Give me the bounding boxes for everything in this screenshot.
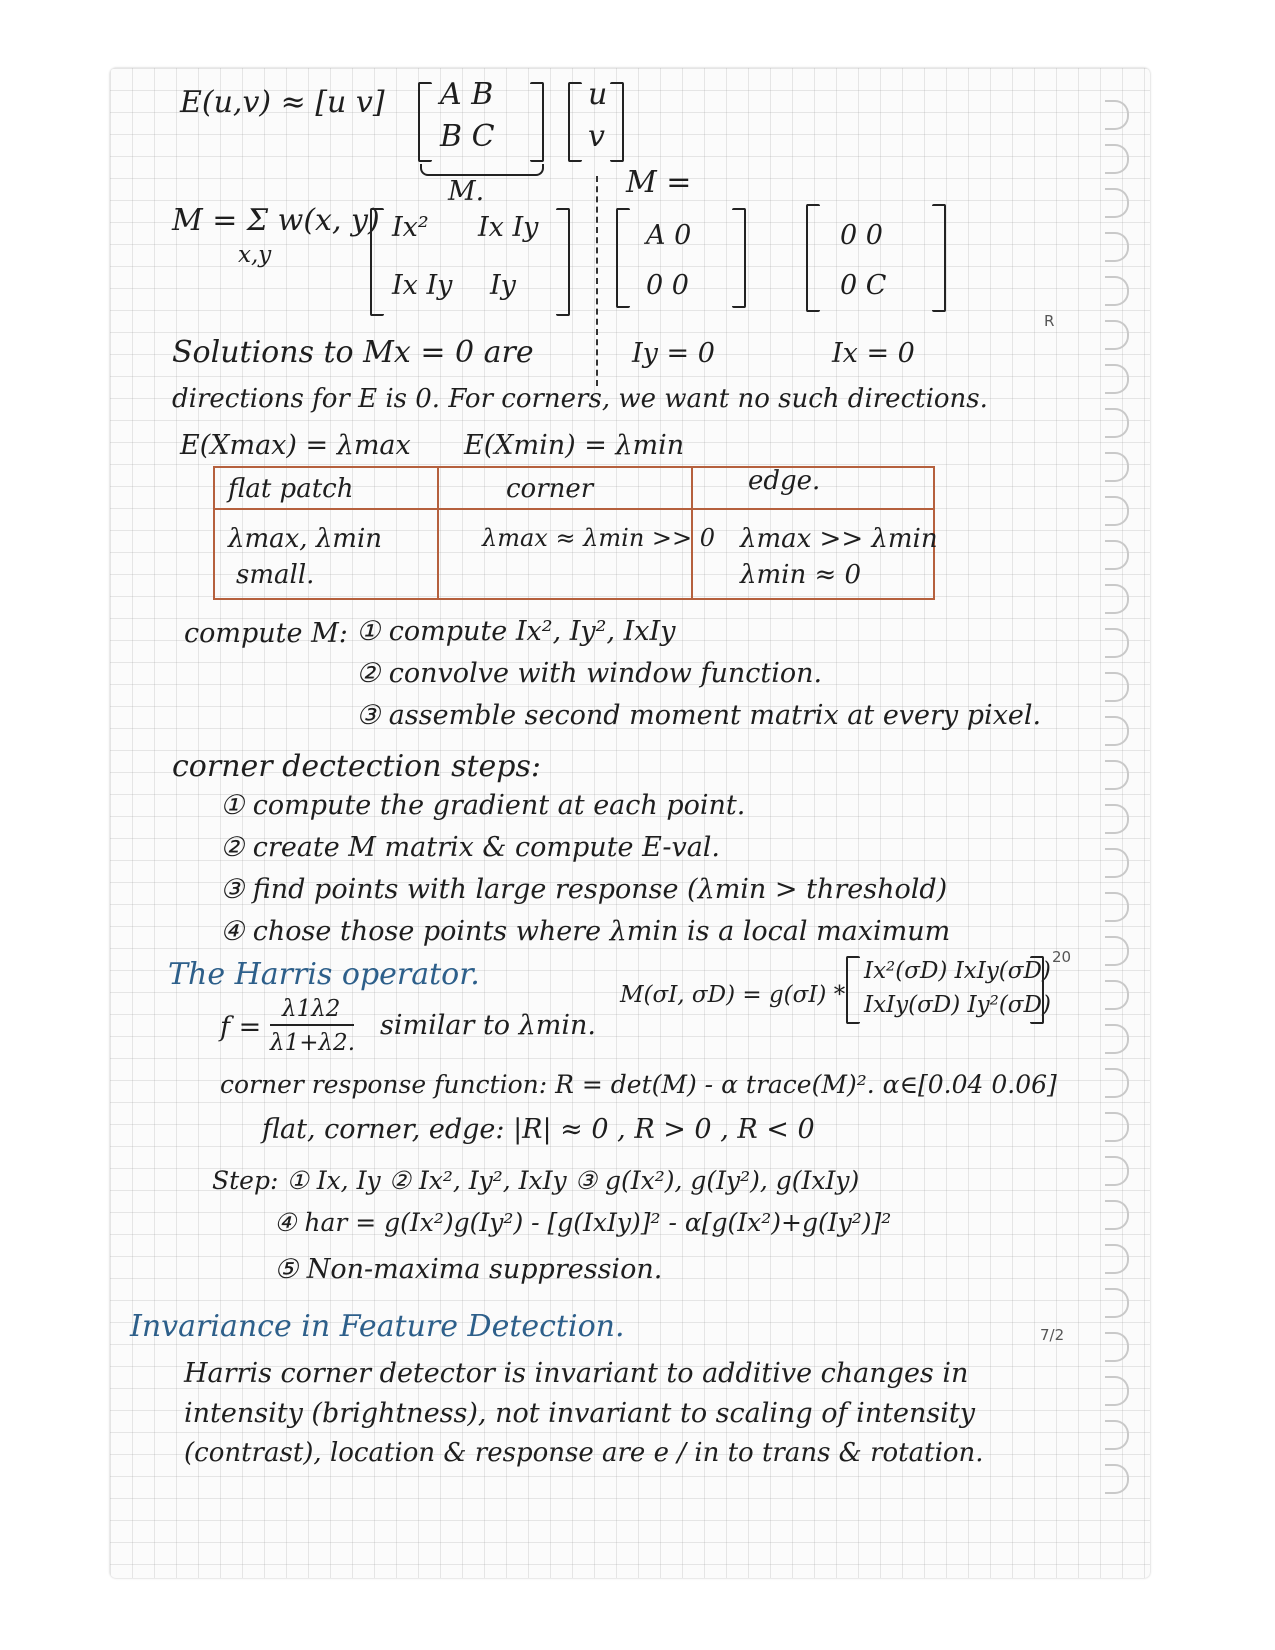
binding-ring bbox=[1105, 980, 1129, 1010]
binding-ring bbox=[1105, 1244, 1129, 1274]
margin-mark: 7/2 bbox=[1040, 1326, 1065, 1344]
binding-ring bbox=[1105, 1200, 1129, 1230]
binding-ring bbox=[1105, 804, 1129, 834]
table-header-edge: edge. bbox=[748, 466, 821, 496]
table-cell: λmax ≈ λmin >> 0 bbox=[482, 524, 716, 552]
compute-m-title: compute M: bbox=[184, 618, 348, 649]
corner-step2: ② create M matrix & compute E-val. bbox=[220, 832, 721, 863]
m-r1c1: Ix² bbox=[392, 212, 429, 243]
harris-steps-line3: ⑤ Non-maxima suppression. bbox=[274, 1254, 663, 1285]
harris-bracket-right bbox=[1030, 956, 1044, 1024]
binding-ring bbox=[1105, 100, 1129, 130]
m-r2c2: Iy bbox=[490, 270, 516, 301]
m-bracket-right bbox=[556, 208, 570, 316]
case2-bracket-left bbox=[806, 204, 820, 312]
harris-steps-line1: Step: ① Ix, Iy ② Ix², Iy², IxIy ③ g(Ix²), g(Iy²), g(IxIy) bbox=[212, 1166, 860, 1195]
invariance-line3: (contrast), location & response are e / in to trans & rotation. bbox=[184, 1438, 984, 1468]
matrix-bracket-right bbox=[530, 82, 544, 162]
harris-m-sigma: M(σI, σD) = g(σI) * bbox=[620, 982, 846, 1008]
corner-step4: ④ chose those points where λmin is a local maximum bbox=[220, 916, 951, 947]
compute-m-step1: ① compute Ix², Iy², IxIy bbox=[356, 616, 676, 647]
case2-bracket-right bbox=[932, 204, 946, 312]
table-header-flat: flat patch bbox=[228, 474, 354, 504]
binding-ring bbox=[1105, 628, 1129, 658]
margin-mark: R bbox=[1044, 312, 1055, 330]
corner-steps-title: corner dectection steps: bbox=[172, 749, 542, 784]
solutions-line: Solutions to Mx = 0 are bbox=[172, 335, 534, 370]
binding-ring bbox=[1105, 716, 1129, 746]
table-cell: λmax, λmin bbox=[228, 524, 383, 554]
m-equals-label: M = bbox=[626, 165, 692, 200]
binding-ring bbox=[1105, 848, 1129, 878]
corner-response-function: corner response function: R = det(M) - α trace(M)². α∈[0.04 0.06] bbox=[220, 1070, 1057, 1099]
dashed-divider bbox=[596, 176, 598, 386]
binding-ring bbox=[1105, 1068, 1129, 1098]
binding-ring bbox=[1105, 1464, 1129, 1494]
case1-row1: A 0 bbox=[646, 220, 692, 251]
harris-m-row1: Ix²(σD) IxIy(σD) bbox=[864, 958, 1051, 984]
harris-f-numerator: λ1λ2 bbox=[282, 996, 341, 1022]
case1-label: Iy = 0 bbox=[632, 338, 715, 369]
invariance-line1: Harris corner detector is invariant to additive changes in bbox=[184, 1358, 969, 1389]
m-r2c1: Ix Iy bbox=[392, 270, 453, 301]
binding-ring bbox=[1105, 1420, 1129, 1450]
binding-ring bbox=[1105, 1288, 1129, 1318]
m-bracket-left bbox=[370, 208, 384, 316]
spiral-binding bbox=[1105, 100, 1155, 1520]
corner-step3: ③ find points with large response (λmin > threshold) bbox=[220, 874, 948, 905]
case1-row2: 0 0 bbox=[646, 270, 689, 301]
case2-label: Ix = 0 bbox=[832, 338, 915, 369]
table-cell: λmax >> λmin bbox=[740, 524, 938, 554]
table-cell: small. bbox=[236, 560, 315, 590]
case1-bracket-right bbox=[732, 208, 746, 308]
binding-ring bbox=[1105, 320, 1129, 350]
binding-ring bbox=[1105, 496, 1129, 526]
vector-v: v bbox=[588, 119, 605, 154]
binding-ring bbox=[1105, 1024, 1129, 1054]
m-r1c2: Ix Iy bbox=[478, 212, 539, 243]
binding-ring bbox=[1105, 276, 1129, 306]
vector-bracket-right bbox=[610, 82, 624, 162]
harris-title: The Harris operator. bbox=[168, 957, 480, 992]
table-header-corner: corner bbox=[506, 474, 594, 504]
e-min-line: E(Xmin) = λmin bbox=[464, 430, 685, 461]
harris-steps-line2: ④ har = g(Ix²)g(Iy²) - [g(IxIy)]² - α[g(Ix²)+g(Iy²)]² bbox=[274, 1208, 892, 1237]
binding-ring bbox=[1105, 892, 1129, 922]
binding-ring bbox=[1105, 1112, 1129, 1142]
binding-ring bbox=[1105, 672, 1129, 702]
table-cell: λmin ≈ 0 bbox=[740, 560, 862, 590]
case2-row2: 0 C bbox=[840, 270, 887, 301]
corner-step1: ① compute the gradient at each point. bbox=[220, 790, 746, 821]
vector-bracket-left bbox=[568, 82, 582, 162]
harris-f-denominator: λ1+λ2. bbox=[270, 1030, 356, 1056]
e-max-line: E(Xmax) = λmax bbox=[180, 430, 411, 461]
directions-line: directions for E is 0. For corners, we want no such directions. bbox=[172, 384, 988, 414]
matrix-ab-row2: B C bbox=[440, 119, 495, 154]
m-sum-subscript: x,y bbox=[238, 242, 272, 268]
case2-row1: 0 0 bbox=[840, 220, 883, 251]
fraction-bar bbox=[270, 1024, 354, 1026]
invariance-line2: intensity (brightness), not invariant to scaling of intensity bbox=[184, 1398, 975, 1429]
harris-m-row2: IxIy(σD) Iy²(σD) bbox=[864, 992, 1051, 1018]
binding-ring bbox=[1105, 144, 1129, 174]
margin-mark: 20 bbox=[1052, 948, 1072, 966]
binding-ring bbox=[1105, 1156, 1129, 1186]
case1-bracket-left bbox=[616, 208, 630, 308]
binding-ring bbox=[1105, 408, 1129, 438]
binding-ring bbox=[1105, 584, 1129, 614]
underbrace-label: M. bbox=[448, 176, 485, 207]
binding-ring bbox=[1105, 452, 1129, 482]
energy-equation: E(u,v) ≈ [u v] bbox=[180, 85, 385, 120]
matrix-ab-row1: A B bbox=[440, 77, 494, 112]
table-divider bbox=[437, 468, 439, 598]
harris-f-lhs: f = bbox=[220, 1012, 262, 1043]
m-sum-definition: M = Σ w(x, y) bbox=[172, 203, 380, 238]
harris-bracket-left bbox=[846, 956, 860, 1024]
binding-ring bbox=[1105, 760, 1129, 790]
invariance-title: Invariance in Feature Detection. bbox=[130, 1309, 625, 1344]
binding-ring bbox=[1105, 1376, 1129, 1406]
table-divider bbox=[215, 508, 933, 510]
binding-ring bbox=[1105, 232, 1129, 262]
notebook-page bbox=[110, 68, 1150, 1578]
matrix-bracket-left bbox=[418, 82, 432, 162]
binding-ring bbox=[1105, 364, 1129, 394]
binding-ring bbox=[1105, 936, 1129, 966]
underbrace bbox=[420, 164, 544, 176]
response-cases: flat, corner, edge: |R| ≈ 0 , R > 0 , R < 0 bbox=[262, 1114, 815, 1145]
binding-ring bbox=[1105, 188, 1129, 218]
harris-f-note: similar to λmin. bbox=[380, 1010, 596, 1041]
compute-m-step2: ② convolve with window function. bbox=[356, 658, 823, 689]
binding-ring bbox=[1105, 540, 1129, 570]
binding-ring bbox=[1105, 1332, 1129, 1362]
vector-u: u bbox=[588, 77, 608, 112]
compute-m-step3: ③ assemble second moment matrix at every pixel. bbox=[356, 700, 1042, 731]
